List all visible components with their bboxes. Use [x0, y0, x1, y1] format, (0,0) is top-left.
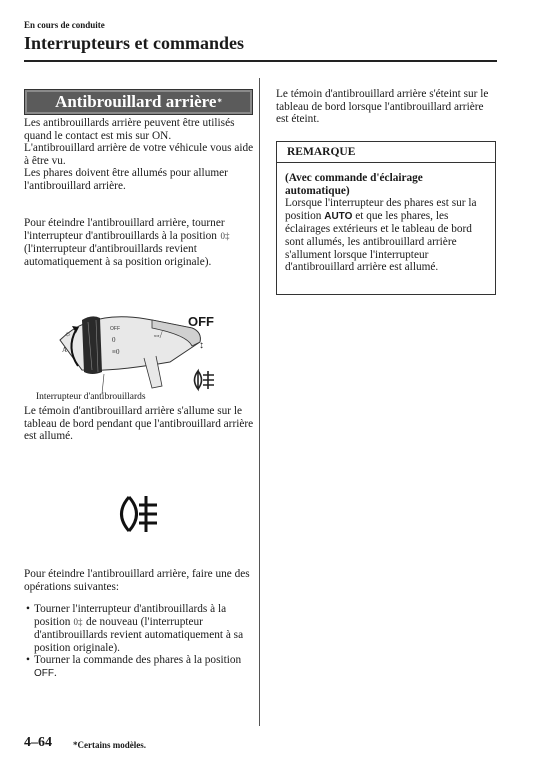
intro-paragraph — [24, 117, 254, 193]
off-position-label: OFF — [34, 667, 54, 679]
rear-fog-icon — [188, 368, 218, 392]
svg-text:A: A — [62, 346, 68, 354]
intro-line: Les antibrouillards arrière peuvent être utilisés quand le contact est mis sur ON. — [24, 117, 235, 142]
note-title: REMARQUE — [277, 142, 495, 163]
column-divider — [259, 78, 260, 726]
turn-off-text-end: (l'interrupteur d'antibrouillards revient automatiquement à sa position originale). — [24, 243, 212, 268]
off-operations-list — [24, 603, 252, 681]
auto-position-label: AUTO — [324, 210, 353, 222]
turn-off-text: Pour éteindre l'antibrouillard arrière, tourner l'interrupteur d'antibrouillards à la position — [24, 217, 225, 242]
svg-text:⇎: ⇎ — [152, 330, 161, 340]
list-item-text-end: . — [54, 666, 57, 679]
note-text-end: et que les phares, les éclairages extérieurs et le tableau de bord sont allumés, les antibrouillard arrière s'allument lorsque l'interrupteur d'antibrouillard arrière est allumé. — [285, 209, 472, 274]
note-text — [285, 197, 487, 274]
indicator-off-paragraph: Le témoin d'antibrouillard arrière s'éteint sur le tableau de bord lorsque l'antibrouillard arrière est éteint. — [276, 88, 489, 126]
list-item — [24, 603, 252, 654]
page-title: Interrupteurs et commandes — [24, 33, 244, 53]
off-operations-paragraph: Pour éteindre l'antibrouillard arrière, faire une des opérations suivantes: — [24, 568, 250, 593]
intro-line: L'antibrouillard arrière de votre véhicule vous aide à être vu. — [24, 142, 254, 167]
section-label: En cours de conduite — [24, 20, 105, 30]
section-heading — [24, 89, 253, 115]
position-arrow: ↕ — [199, 340, 204, 351]
heading-footnote-mark: * — [217, 97, 222, 107]
off-label: OFF — [188, 314, 214, 329]
list-item — [24, 654, 252, 680]
rear-fog-symbol: 0‡ — [220, 231, 230, 242]
section-heading-text: Antibrouillard arrière — [55, 92, 217, 111]
page-number: 4–64 — [24, 735, 52, 750]
intro-line: Les phares doivent être allumés pour allumer l'antibrouillard arrière. — [24, 167, 228, 192]
list-item-text: Tourner l'interrupteur d'antibrouillards à la position — [34, 603, 227, 628]
note-body — [277, 163, 495, 274]
list-item-text-end: de nouveau (l'interrupteur d'antibrouillards revient automatiquement à sa position originale). — [34, 615, 244, 654]
list-item-text: Tourner la commande des phares à la position — [34, 654, 242, 667]
note-subtitle: (Avec commande d'éclairage automatique) — [285, 172, 423, 197]
footnote: *Certains modèles. — [73, 740, 146, 750]
svg-text:☼: ☼ — [64, 329, 72, 338]
svg-text:0: 0 — [112, 336, 116, 344]
svg-text:≡0: ≡0 — [112, 348, 120, 356]
note-text-start: Lorsque l'interrupteur des phares est sur la position — [285, 197, 477, 222]
rear-fog-warning-light-icon — [112, 493, 162, 535]
rear-fog-symbol: 0‡ — [73, 617, 83, 628]
indicator-paragraph: Le témoin d'antibrouillard arrière s'allume sur le tableau de bord pendant que l'antibrouillard arrière est allumé. — [24, 405, 254, 443]
figure-caption: Interrupteur d'antibrouillards — [36, 392, 146, 402]
header-rule — [24, 60, 497, 62]
note-box — [276, 141, 496, 295]
turn-off-paragraph — [24, 217, 254, 268]
svg-text:OFF: OFF — [110, 326, 120, 332]
